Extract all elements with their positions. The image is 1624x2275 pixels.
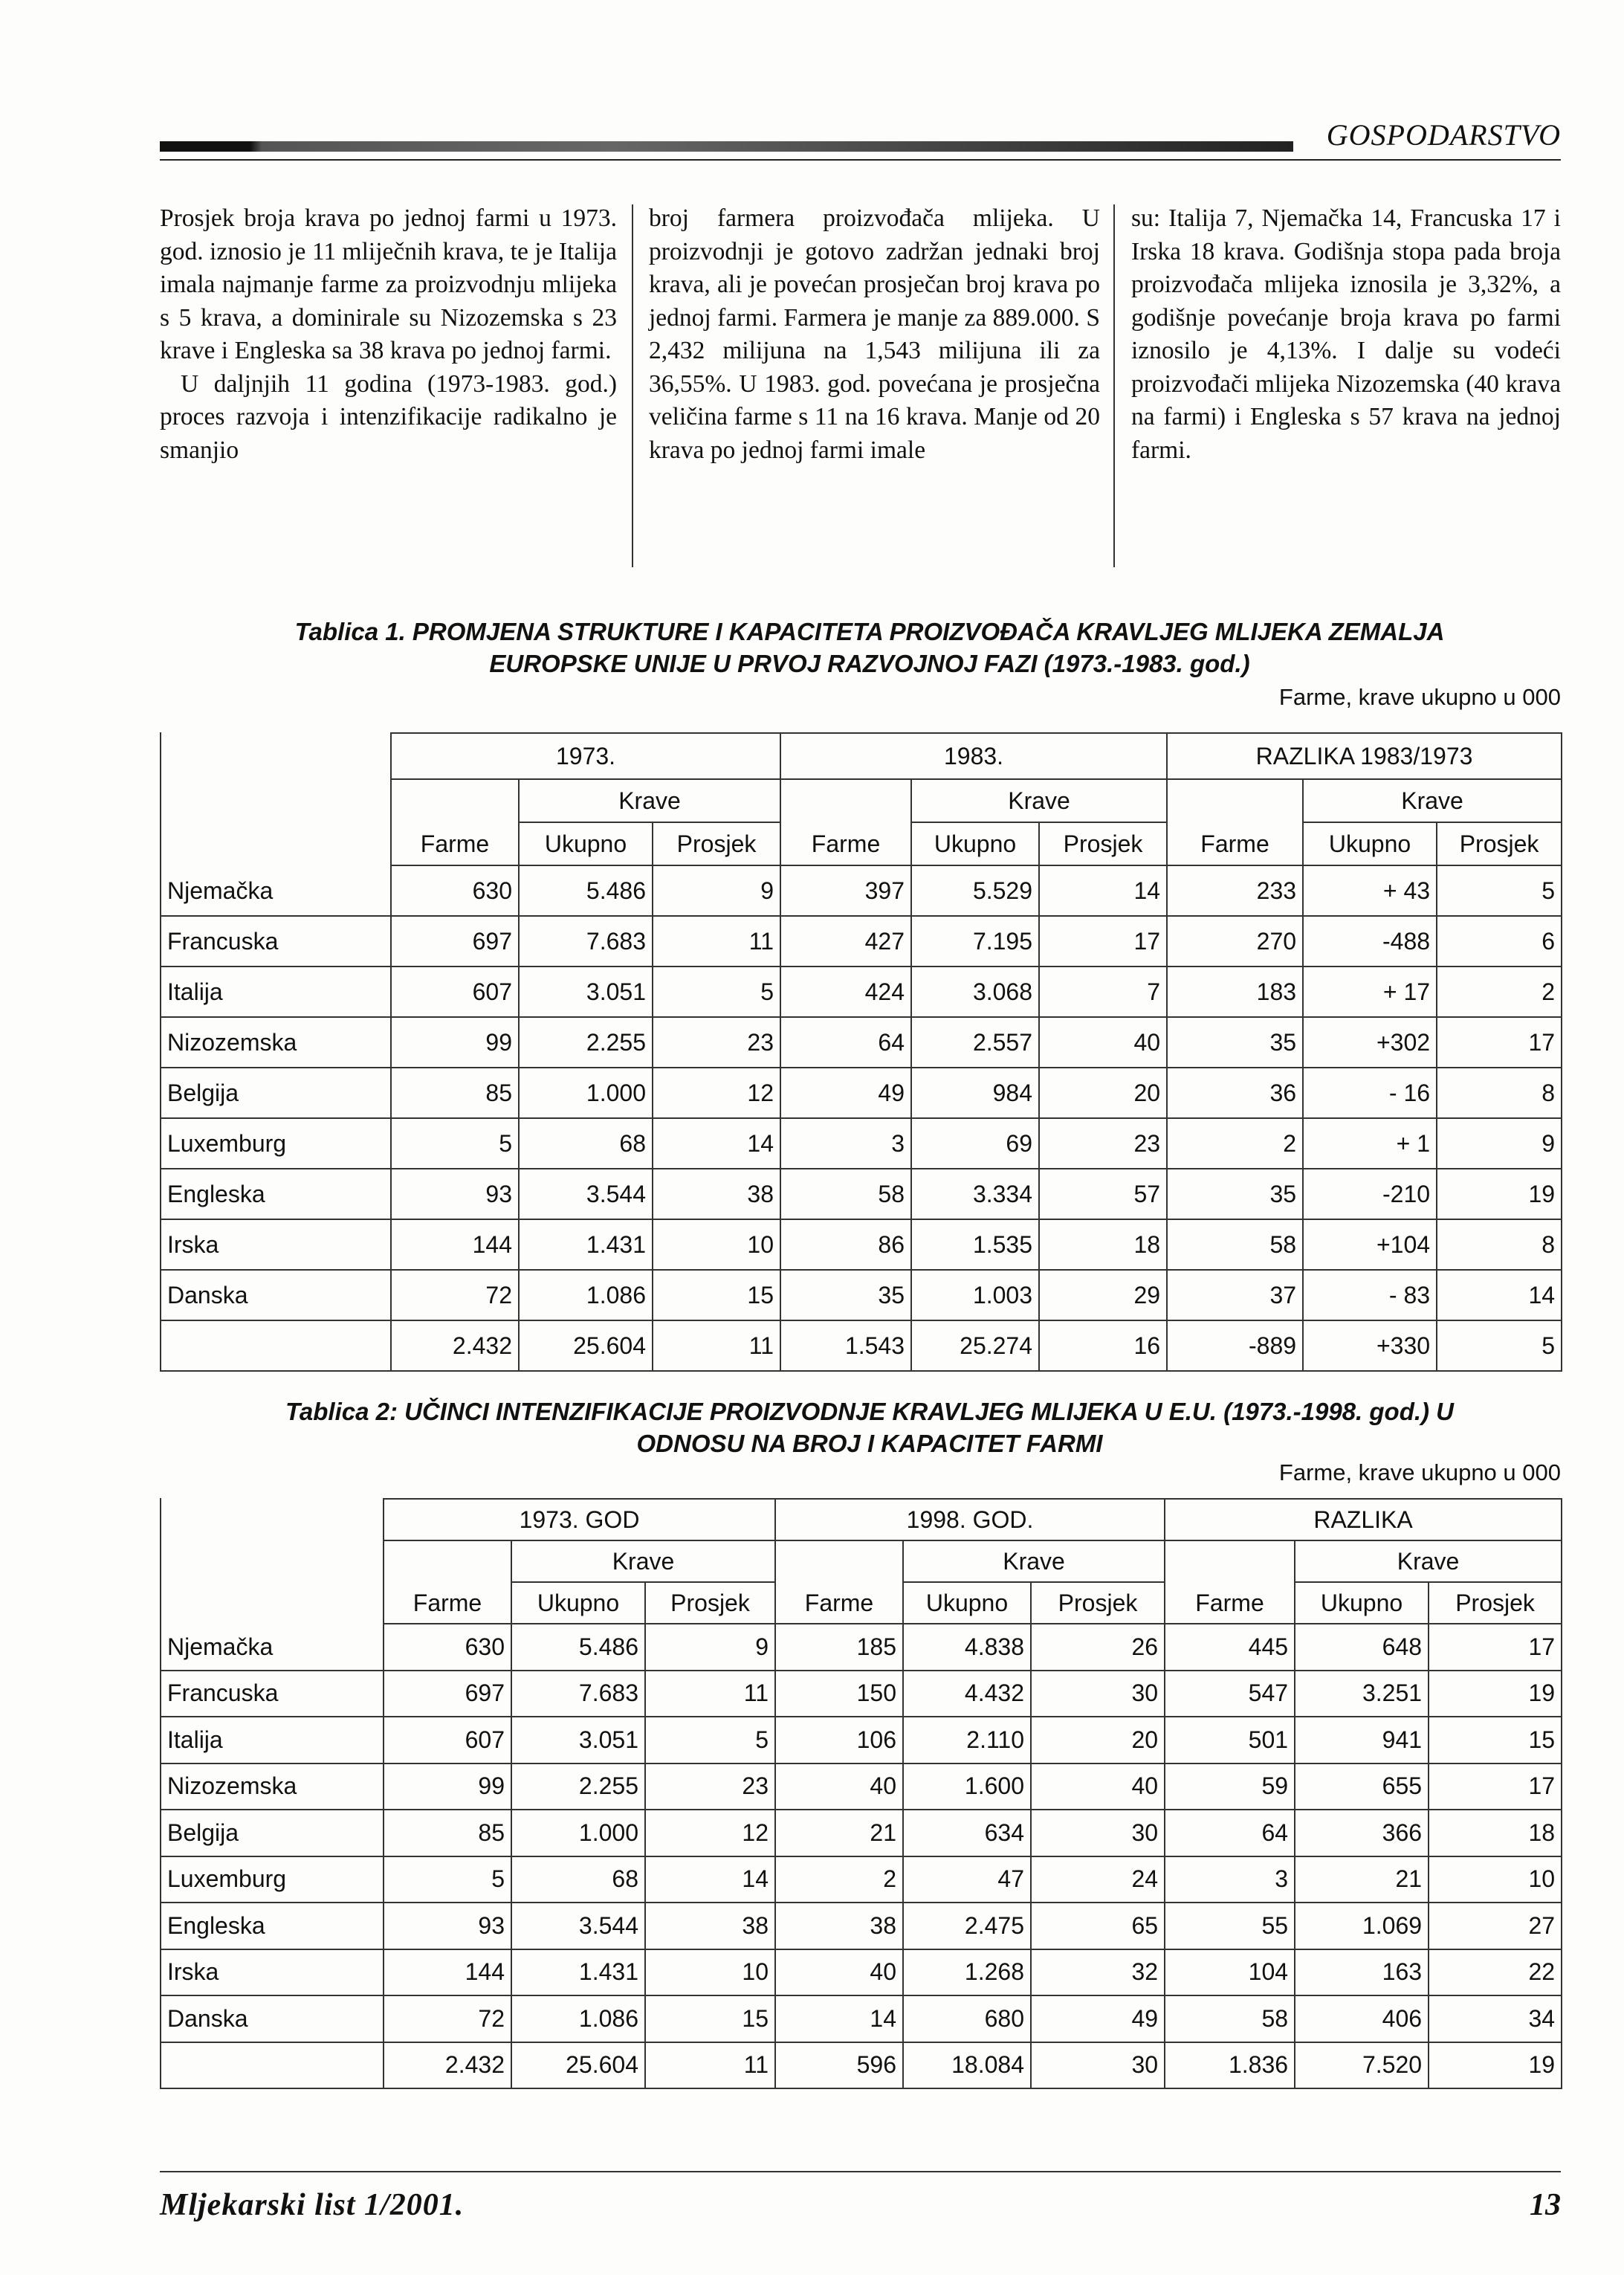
value-cell: 5.486: [519, 865, 653, 916]
table2-title-line2: ODNOSU NA BROJ I KAPACITET FARMI: [636, 1430, 1103, 1457]
value-cell: 1.431: [519, 1219, 653, 1270]
col-header-farme: Farme: [780, 822, 911, 865]
value-cell: 29: [1039, 1270, 1167, 1320]
value-cell: 7: [1039, 967, 1167, 1017]
col-header-ukupno: Ukupno: [511, 1582, 645, 1624]
table-row: [161, 1810, 1562, 1856]
value-cell: 397: [780, 865, 911, 916]
value-cell: 4.432: [903, 1671, 1031, 1717]
country-cell: Irska: [161, 1949, 384, 1996]
text-column-1: [160, 202, 617, 467]
table-row: [161, 1995, 1562, 2042]
value-cell: 11: [653, 1320, 780, 1371]
value-cell: 14: [645, 1856, 775, 1903]
value-cell: 40: [775, 1949, 903, 1996]
value-cell: 68: [519, 1118, 653, 1169]
country-cell: Danska: [161, 1270, 391, 1320]
value-cell: 34: [1429, 1995, 1562, 2042]
value-cell: 144: [391, 1219, 519, 1270]
value-cell: -889: [1167, 1320, 1303, 1371]
value-cell: 1.268: [903, 1949, 1031, 1996]
value-cell: 72: [384, 1995, 511, 2042]
value-cell: 17: [1429, 1624, 1562, 1671]
value-cell: 19: [1429, 2042, 1562, 2089]
table2-subheader-row: [161, 1540, 1562, 1582]
value-cell: 18: [1039, 1219, 1167, 1270]
value-cell: 10: [1429, 1856, 1562, 1903]
table-row: [161, 1118, 1562, 1169]
value-cell: 85: [384, 1810, 511, 1856]
value-cell: 23: [653, 1017, 780, 1068]
value-cell: 547: [1165, 1671, 1295, 1717]
value-cell: 40: [1039, 1017, 1167, 1068]
table2-units: Farme, krave ukupno u 000: [1278, 1459, 1561, 1485]
value-cell: 40: [1031, 1763, 1165, 1810]
col-header-farme: Farme: [1165, 1582, 1295, 1624]
value-cell: 697: [391, 916, 519, 967]
value-cell: 185: [775, 1624, 903, 1671]
value-cell: 68: [511, 1856, 645, 1903]
country-cell: Belgija: [161, 1068, 391, 1118]
value-cell: 106: [775, 1717, 903, 1763]
value-cell: 69: [911, 1118, 1039, 1169]
value-cell: 2.255: [511, 1763, 645, 1810]
value-cell: 2: [775, 1856, 903, 1903]
table-row: [161, 865, 1562, 916]
value-cell: 984: [911, 1068, 1039, 1118]
value-cell: 9: [653, 865, 780, 916]
col-header-farme: Farme: [775, 1582, 903, 1624]
value-cell: 24: [1031, 1856, 1165, 1903]
value-cell: 3.334: [911, 1169, 1039, 1219]
value-cell: 270: [1167, 916, 1303, 967]
value-cell: 366: [1295, 1810, 1429, 1856]
value-cell: 11: [645, 2042, 775, 2089]
value-cell: 4.838: [903, 1624, 1031, 1671]
value-cell: 21: [1295, 1856, 1429, 1903]
col-header-farme: Farme: [1167, 822, 1303, 865]
value-cell: 72: [391, 1270, 519, 1320]
value-cell: 630: [391, 865, 519, 916]
value-cell: 14: [1437, 1270, 1562, 1320]
value-cell: 57: [1039, 1169, 1167, 1219]
value-cell: 1.836: [1165, 2042, 1295, 2089]
value-cell: 1.003: [911, 1270, 1039, 1320]
table-total-row: [161, 2042, 1562, 2089]
table-corner: [161, 1499, 384, 1540]
value-cell: 93: [384, 1903, 511, 1949]
col-header-ukupno: Ukupno: [911, 822, 1039, 865]
col-header-prosjek: Prosjek: [1437, 822, 1562, 865]
value-cell: 3.068: [911, 967, 1039, 1017]
value-cell: 697: [384, 1671, 511, 1717]
value-cell: 93: [391, 1169, 519, 1219]
value-cell: 32: [1031, 1949, 1165, 1996]
page-number: 13: [1530, 2188, 1561, 2222]
table2-title: [193, 1395, 1546, 1459]
table1-group-1973: 1973.: [391, 733, 780, 779]
value-cell: 5: [1437, 865, 1562, 916]
value-cell: +330: [1303, 1320, 1437, 1371]
value-cell: -210: [1303, 1169, 1437, 1219]
paragraph: U daljnjih 11 godina (1973-1983. god.) proces razvoja i intenzifikacije radikalno je smanjio: [160, 370, 617, 464]
footer-line: [160, 2171, 1561, 2172]
col-header-prosjek: Prosjek: [653, 822, 780, 865]
value-cell: 35: [780, 1270, 911, 1320]
value-cell: 23: [645, 1763, 775, 1810]
country-cell: Luxemburg: [161, 1118, 391, 1169]
value-cell: 12: [645, 1810, 775, 1856]
value-cell: +104: [1303, 1219, 1437, 1270]
krave-header: Krave: [911, 779, 1167, 822]
country-cell: Engleska: [161, 1903, 384, 1949]
value-cell: 85: [391, 1068, 519, 1118]
table-total-row: [161, 1320, 1562, 1371]
value-cell: 35: [1167, 1169, 1303, 1219]
value-cell: 7.683: [519, 916, 653, 967]
table-row: [161, 1856, 1562, 1903]
table1-units: Farme, krave ukupno u 000: [1278, 684, 1561, 710]
value-cell: 38: [645, 1903, 775, 1949]
value-cell: 23: [1039, 1118, 1167, 1169]
value-cell: 20: [1031, 1717, 1165, 1763]
table1: [160, 732, 1562, 1372]
value-cell: 2: [1437, 967, 1562, 1017]
value-cell: 19: [1429, 1671, 1562, 1717]
table1-group-razlika: RAZLIKA 1983/1973: [1167, 733, 1562, 779]
value-cell: 5.529: [911, 865, 1039, 916]
table2: [160, 1498, 1562, 2089]
value-cell: 150: [775, 1671, 903, 1717]
text-column-2: [649, 202, 1100, 467]
value-cell: 1.543: [780, 1320, 911, 1371]
col-header-prosjek: Prosjek: [1039, 822, 1167, 865]
country-cell: Irska: [161, 1219, 391, 1270]
value-cell: 38: [775, 1903, 903, 1949]
value-cell: 630: [384, 1624, 511, 1671]
table1-header-row: [161, 733, 1562, 779]
value-cell: 2.475: [903, 1903, 1031, 1949]
value-cell: 27: [1429, 1903, 1562, 1949]
value-cell: 2.432: [384, 2042, 511, 2089]
value-cell: 7.520: [1295, 2042, 1429, 2089]
value-cell: 58: [780, 1169, 911, 1219]
value-cell: 2.255: [519, 1017, 653, 1068]
table-row: [161, 1068, 1562, 1118]
value-cell: 25.604: [511, 2042, 645, 2089]
value-cell: 65: [1031, 1903, 1165, 1949]
value-cell: 5: [384, 1856, 511, 1903]
country-cell: Belgija: [161, 1810, 384, 1856]
value-cell: 3: [780, 1118, 911, 1169]
country-cell: Italija: [161, 967, 391, 1017]
col-header-farme: Farme: [384, 1582, 511, 1624]
col-header-prosjek: Prosjek: [1429, 1582, 1562, 1624]
value-cell: 5: [391, 1118, 519, 1169]
col-header-ukupno: Ukupno: [1303, 822, 1437, 865]
value-cell: - 16: [1303, 1068, 1437, 1118]
value-cell: 10: [645, 1949, 775, 1996]
value-cell: 144: [384, 1949, 511, 1996]
table-row: [161, 1169, 1562, 1219]
table-row: [161, 1903, 1562, 1949]
value-cell: 607: [384, 1717, 511, 1763]
value-cell: 11: [645, 1671, 775, 1717]
value-cell: - 83: [1303, 1270, 1437, 1320]
value-cell: 86: [780, 1219, 911, 1270]
value-cell: 64: [1165, 1810, 1295, 1856]
value-cell: 680: [903, 1995, 1031, 2042]
krave-header: Krave: [511, 1540, 775, 1582]
value-cell: 1.000: [519, 1068, 653, 1118]
krave-header: Krave: [1303, 779, 1562, 822]
country-cell: Luxemburg: [161, 1856, 384, 1903]
value-cell: 634: [903, 1810, 1031, 1856]
table1-subheader-row: [161, 779, 1562, 822]
country-cell: Francuska: [161, 916, 391, 967]
value-cell: 9: [1437, 1118, 1562, 1169]
table2-column-header-row: [161, 1582, 1562, 1624]
table-corner: [161, 733, 391, 779]
value-cell: 30: [1031, 2042, 1165, 2089]
table-row: [161, 1219, 1562, 1270]
value-cell: 2.432: [391, 1320, 519, 1371]
value-cell: 2.557: [911, 1017, 1039, 1068]
value-cell: 104: [1165, 1949, 1295, 1996]
value-cell: 22: [1429, 1949, 1562, 1996]
value-cell: 648: [1295, 1624, 1429, 1671]
paragraph: broj farmera proizvođača mlijeka. U proizvodnji je gotovo zadržan jednaki broj krava, ali je povećan prosječan broj krava po jednoj farmi. Farmera je manje za 889.000. S 2,432 milijuna na 1,543 milijuna ili za 36,55%. U 1983. god. povećana je prosječna veličina farme s 11 na 16 krava. Manje od 20 krava po jednoj farmi imale: [649, 204, 1100, 464]
value-cell: 26: [1031, 1624, 1165, 1671]
krave-header: Krave: [519, 779, 780, 822]
value-cell: + 1: [1303, 1118, 1437, 1169]
value-cell: 8: [1437, 1219, 1562, 1270]
footer-journal: Mljekarski list 1/2001.: [160, 2188, 465, 2222]
value-cell: 49: [1031, 1995, 1165, 2042]
value-cell: +302: [1303, 1017, 1437, 1068]
value-cell: 17: [1039, 916, 1167, 967]
value-cell: 99: [391, 1017, 519, 1068]
value-cell: 59: [1165, 1763, 1295, 1810]
value-cell: 10: [653, 1219, 780, 1270]
value-cell: 99: [384, 1763, 511, 1810]
value-cell: 1.086: [519, 1270, 653, 1320]
table-row: [161, 1624, 1562, 1671]
value-cell: 941: [1295, 1717, 1429, 1763]
value-cell: 16: [1039, 1320, 1167, 1371]
value-cell: 3: [1165, 1856, 1295, 1903]
table-row: [161, 916, 1562, 967]
section-title: GOSPODARSTVO: [1326, 118, 1561, 152]
value-cell: 18: [1429, 1810, 1562, 1856]
table2-group-1973: 1973. GOD: [384, 1499, 775, 1540]
country-cell: Italija: [161, 1717, 384, 1763]
value-cell: + 43: [1303, 865, 1437, 916]
value-cell: 19: [1437, 1169, 1562, 1219]
value-cell: 38: [653, 1169, 780, 1219]
value-cell: 18.084: [903, 2042, 1031, 2089]
value-cell: 233: [1167, 865, 1303, 916]
value-cell: 11: [653, 916, 780, 967]
value-cell: 596: [775, 2042, 903, 2089]
value-cell: 20: [1039, 1068, 1167, 1118]
col-header-ukupno: Ukupno: [903, 1582, 1031, 1624]
col-header-ukupno: Ukupno: [1295, 1582, 1429, 1624]
value-cell: 55: [1165, 1903, 1295, 1949]
value-cell: 1.431: [511, 1949, 645, 1996]
table-row: [161, 1949, 1562, 1996]
value-cell: 49: [780, 1068, 911, 1118]
country-cell: [161, 1320, 391, 1371]
value-cell: 9: [645, 1624, 775, 1671]
value-cell: 37: [1167, 1270, 1303, 1320]
table1-body: [161, 865, 1562, 1371]
value-cell: 1.086: [511, 1995, 645, 2042]
country-cell: [161, 2042, 384, 2089]
value-cell: 64: [780, 1017, 911, 1068]
value-cell: 1.000: [511, 1810, 645, 1856]
value-cell: 163: [1295, 1949, 1429, 1996]
krave-header: Krave: [903, 1540, 1165, 1582]
value-cell: 501: [1165, 1717, 1295, 1763]
value-cell: 36: [1167, 1068, 1303, 1118]
table-row: [161, 1717, 1562, 1763]
value-cell: 2: [1167, 1118, 1303, 1169]
col-header-farme: Farme: [391, 822, 519, 865]
header-line: [160, 159, 1561, 161]
col-header-prosjek: Prosjek: [1031, 1582, 1165, 1624]
table-row: [161, 967, 1562, 1017]
col-header-prosjek: Prosjek: [645, 1582, 775, 1624]
value-cell: 25.604: [519, 1320, 653, 1371]
paragraph: Prosjek broja krava po jednoj farmi u 1973. god. iznosio je 11 mliječnih krava, te je Italija imala najmanje farme za proizvodnju mlijeka s 5 krava, a dominirale su Nizozemska s 23 krave i Engleska sa 38 krava po jednoj farmi.: [160, 204, 617, 364]
value-cell: 25.274: [911, 1320, 1039, 1371]
value-cell: 3.051: [519, 967, 653, 1017]
value-cell: 3.544: [519, 1169, 653, 1219]
value-cell: 14: [653, 1118, 780, 1169]
value-cell: 15: [1429, 1717, 1562, 1763]
value-cell: 8: [1437, 1068, 1562, 1118]
value-cell: 7.195: [911, 916, 1039, 967]
table2-header-row: [161, 1499, 1562, 1540]
value-cell: 607: [391, 967, 519, 1017]
value-cell: -488: [1303, 916, 1437, 967]
country-cell: Njemačka: [161, 1624, 384, 1671]
value-cell: 1.069: [1295, 1903, 1429, 1949]
country-cell: Nizozemska: [161, 1763, 384, 1810]
country-cell: Engleska: [161, 1169, 391, 1219]
table1-title-line2: EUROPSKE UNIJE U PRVOJ RAZVOJNOJ FAZI (1973.-1983. god.): [489, 650, 1250, 677]
value-cell: 47: [903, 1856, 1031, 1903]
column-divider: [1113, 204, 1115, 567]
value-cell: 427: [780, 916, 911, 967]
value-cell: 1.600: [903, 1763, 1031, 1810]
value-cell: 3.544: [511, 1903, 645, 1949]
value-cell: 14: [775, 1995, 903, 2042]
text-column-3: [1131, 202, 1561, 467]
value-cell: 21: [775, 1810, 903, 1856]
country-cell: Danska: [161, 1995, 384, 2042]
header-rule-bar: [160, 141, 1293, 152]
krave-header: Krave: [1295, 1540, 1562, 1582]
value-cell: 445: [1165, 1624, 1295, 1671]
value-cell: 35: [1167, 1017, 1303, 1068]
country-cell: Francuska: [161, 1671, 384, 1717]
table2-group-razlika: RAZLIKA: [1165, 1499, 1562, 1540]
table1-title-line1: Tablica 1. PROMJENA STRUKTURE I KAPACITETA PROIZVOĐAČA KRAVLJEG MLIJEKA ZEMALJA: [294, 618, 1445, 645]
value-cell: 12: [653, 1068, 780, 1118]
value-cell: 40: [775, 1763, 903, 1810]
value-cell: 406: [1295, 1995, 1429, 2042]
value-cell: 14: [1039, 865, 1167, 916]
table1-column-header-row: [161, 822, 1562, 865]
table-row: [161, 1763, 1562, 1810]
value-cell: 17: [1429, 1763, 1562, 1810]
col-header-ukupno: Ukupno: [519, 822, 653, 865]
value-cell: 424: [780, 967, 911, 1017]
paragraph: su: Italija 7, Njemačka 14, Francuska 17 i Irska 18 krava. Godišnja stopa pada broja proizvođača mlijeka iznosila je 3,32%, a godišnje povećanje broja krava po farmi iznosilo je 4,13%. I dalje su vodeći proizvođači mlijeka Nizozemska (40 krava na farmi) i Engleska s 57 krava na jednoj farmi.: [1131, 204, 1561, 464]
value-cell: 15: [653, 1270, 780, 1320]
value-cell: 2.110: [903, 1717, 1031, 1763]
value-cell: 5: [653, 967, 780, 1017]
value-cell: 5: [1437, 1320, 1562, 1371]
value-cell: 1.535: [911, 1219, 1039, 1270]
table2-body: [161, 1624, 1562, 2088]
value-cell: 17: [1437, 1017, 1562, 1068]
value-cell: 7.683: [511, 1671, 645, 1717]
value-cell: 5.486: [511, 1624, 645, 1671]
table1-group-1983: 1983.: [780, 733, 1167, 779]
value-cell: 5: [645, 1717, 775, 1763]
country-cell: Njemačka: [161, 865, 391, 916]
value-cell: 183: [1167, 967, 1303, 1017]
table-row: [161, 1017, 1562, 1068]
value-cell: 30: [1031, 1810, 1165, 1856]
country-cell: Nizozemska: [161, 1017, 391, 1068]
table-row: [161, 1270, 1562, 1320]
table2-group-1998: 1998. GOD.: [775, 1499, 1165, 1540]
table2-title-line1: Tablica 2: UČINCI INTENZIFIKACIJE PROIZVODNJE KRAVLJEG MLIJEKA U E.U. (1973.-1998. god.) U: [285, 1398, 1455, 1425]
value-cell: 3.251: [1295, 1671, 1429, 1717]
value-cell: 58: [1167, 1219, 1303, 1270]
value-cell: 655: [1295, 1763, 1429, 1810]
value-cell: 3.051: [511, 1717, 645, 1763]
column-divider: [632, 204, 633, 567]
value-cell: 15: [645, 1995, 775, 2042]
table1-title: [193, 616, 1546, 680]
value-cell: + 17: [1303, 967, 1437, 1017]
value-cell: 6: [1437, 916, 1562, 967]
value-cell: 30: [1031, 1671, 1165, 1717]
table-row: [161, 1671, 1562, 1717]
value-cell: 58: [1165, 1995, 1295, 2042]
